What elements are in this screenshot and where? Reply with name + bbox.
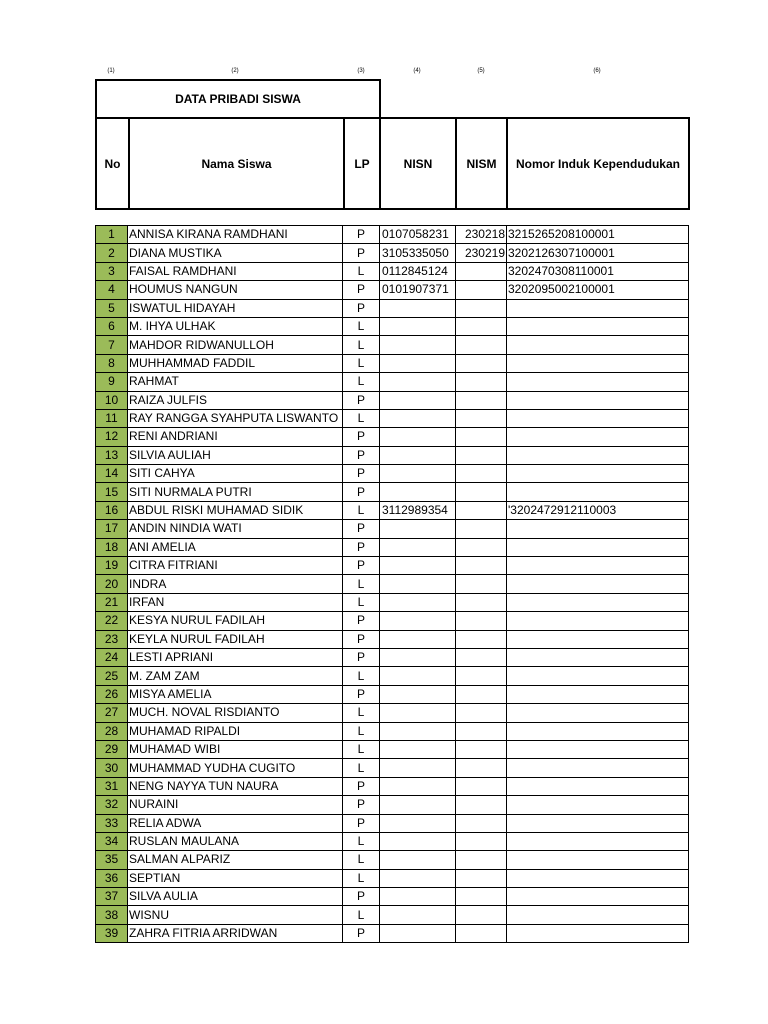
nisn-value-cell[interactable] bbox=[380, 869, 456, 887]
student-name-cell[interactable]: ANI AMELIA bbox=[128, 538, 343, 556]
student-name-cell[interactable]: M. ZAM ZAM bbox=[128, 667, 343, 685]
header-table bbox=[95, 79, 690, 210]
student-name-cell[interactable]: KEYLA NURUL FADILAH bbox=[128, 630, 343, 648]
nism-value-cell[interactable] bbox=[456, 520, 507, 538]
nism-value-cell[interactable] bbox=[456, 428, 507, 446]
gender-cell[interactable]: L bbox=[343, 593, 380, 611]
nisn-value-cell[interactable] bbox=[380, 391, 456, 409]
nism-value-cell[interactable] bbox=[456, 630, 507, 648]
nism-value-cell[interactable] bbox=[456, 667, 507, 685]
nik-value-cell[interactable] bbox=[507, 612, 689, 630]
nik-value-cell[interactable] bbox=[507, 465, 689, 483]
table-row bbox=[96, 483, 689, 501]
nik-value-cell[interactable] bbox=[507, 832, 689, 850]
nism-value-cell[interactable] bbox=[456, 759, 507, 777]
row-number-cell[interactable]: 23 bbox=[96, 630, 128, 648]
gender-cell[interactable]: P bbox=[343, 648, 380, 666]
row-number-cell[interactable]: 39 bbox=[96, 924, 128, 942]
row-number-cell[interactable]: 22 bbox=[96, 612, 128, 630]
nisn-value-cell[interactable] bbox=[380, 538, 456, 556]
gender-cell[interactable]: P bbox=[343, 538, 380, 556]
student-name-cell[interactable]: RELIA ADWA bbox=[128, 814, 343, 832]
gender-cell[interactable]: P bbox=[343, 814, 380, 832]
nik-value-cell[interactable] bbox=[507, 391, 689, 409]
nisn-value-cell[interactable] bbox=[380, 373, 456, 391]
student-name-cell[interactable]: SITI CAHYA bbox=[128, 465, 343, 483]
table-row bbox=[96, 281, 689, 299]
row-number-cell[interactable]: 33 bbox=[96, 814, 128, 832]
nisn-value-cell[interactable] bbox=[380, 796, 456, 814]
student-name-cell[interactable]: MUHHAMMAD FADDIL bbox=[128, 354, 343, 372]
student-name-cell[interactable]: NENG NAYYA TUN NAURA bbox=[128, 777, 343, 795]
row-number-cell[interactable]: 18 bbox=[96, 538, 128, 556]
gender-cell[interactable]: P bbox=[343, 888, 380, 906]
nik-value-cell[interactable] bbox=[507, 373, 689, 391]
nism-value-cell[interactable] bbox=[456, 373, 507, 391]
nisn-value-cell[interactable]: 3112989354 bbox=[380, 501, 456, 519]
nism-value-cell[interactable] bbox=[456, 465, 507, 483]
gender-cell[interactable]: P bbox=[343, 483, 380, 501]
nik-value-cell[interactable]: 3202126307100001 bbox=[507, 244, 689, 262]
column-index-row bbox=[0, 68, 768, 78]
table-row bbox=[96, 557, 689, 575]
nisn-value-cell[interactable] bbox=[380, 575, 456, 593]
student-name-cell[interactable]: HOUMUS NANGUN bbox=[128, 281, 343, 299]
gender-cell[interactable]: P bbox=[343, 796, 380, 814]
nism-value-cell[interactable] bbox=[456, 796, 507, 814]
table-row bbox=[96, 740, 689, 758]
nism-value-cell[interactable] bbox=[456, 685, 507, 703]
nisn-value-cell[interactable]: 0112845124 bbox=[380, 262, 456, 280]
gender-cell[interactable]: L bbox=[343, 722, 380, 740]
nisn-value-cell[interactable] bbox=[380, 299, 456, 317]
table-row bbox=[96, 317, 689, 335]
student-name-cell[interactable]: FAISAL RAMDHANI bbox=[128, 262, 343, 280]
row-number-cell[interactable]: 37 bbox=[96, 888, 128, 906]
nism-value-cell[interactable] bbox=[456, 557, 507, 575]
row-number-cell[interactable]: 26 bbox=[96, 685, 128, 703]
header-lp: LP bbox=[344, 118, 380, 209]
nism-value-cell[interactable] bbox=[456, 446, 507, 464]
gender-cell[interactable]: P bbox=[343, 777, 380, 795]
gender-cell[interactable]: L bbox=[343, 336, 380, 354]
table-row bbox=[96, 520, 689, 538]
nisn-value-cell[interactable]: 0101907371 bbox=[380, 281, 456, 299]
row-number-cell[interactable]: 25 bbox=[96, 667, 128, 685]
gender-cell[interactable]: L bbox=[343, 851, 380, 869]
student-name-cell[interactable]: SILVA AULIA bbox=[128, 888, 343, 906]
table-row bbox=[96, 906, 689, 924]
nik-value-cell[interactable] bbox=[507, 924, 689, 942]
student-name-cell[interactable]: M. IHYA ULHAK bbox=[128, 317, 343, 335]
nisn-value-cell[interactable] bbox=[380, 630, 456, 648]
nisn-value-cell[interactable] bbox=[380, 483, 456, 501]
table-row bbox=[96, 648, 689, 666]
nik-value-cell[interactable] bbox=[507, 869, 689, 887]
nisn-value-cell[interactable] bbox=[380, 759, 456, 777]
row-number-cell[interactable]: 8 bbox=[96, 354, 128, 372]
nism-value-cell[interactable] bbox=[456, 924, 507, 942]
table-row bbox=[96, 428, 689, 446]
nism-value-cell[interactable] bbox=[456, 612, 507, 630]
table-row bbox=[96, 851, 689, 869]
gender-cell[interactable]: L bbox=[343, 906, 380, 924]
nism-value-cell[interactable] bbox=[456, 262, 507, 280]
nism-value-cell[interactable] bbox=[456, 704, 507, 722]
nisn-value-cell[interactable] bbox=[380, 888, 456, 906]
row-number-cell[interactable]: 20 bbox=[96, 575, 128, 593]
student-name-cell[interactable]: MUHAMMAD YUDHA CUGITO bbox=[128, 759, 343, 777]
nism-value-cell[interactable] bbox=[456, 354, 507, 372]
nik-value-cell[interactable] bbox=[507, 796, 689, 814]
nik-value-cell[interactable] bbox=[507, 446, 689, 464]
table-row bbox=[96, 759, 689, 777]
table-row bbox=[96, 777, 689, 795]
nism-value-cell[interactable] bbox=[456, 777, 507, 795]
column-index-5: (5) bbox=[477, 68, 485, 74]
table-row bbox=[96, 612, 689, 630]
gender-cell[interactable]: L bbox=[343, 832, 380, 850]
gender-cell[interactable]: L bbox=[343, 869, 380, 887]
table-row bbox=[96, 336, 689, 354]
row-number-cell[interactable]: 31 bbox=[96, 777, 128, 795]
nik-value-cell[interactable] bbox=[507, 428, 689, 446]
student-name-cell[interactable]: CITRA FITRIANI bbox=[128, 557, 343, 575]
nik-value-cell[interactable] bbox=[507, 777, 689, 795]
header-nisn: NISN bbox=[380, 118, 456, 209]
student-name-cell[interactable]: ZAHRA FITRIA ARRIDWAN bbox=[128, 924, 343, 942]
gender-cell[interactable]: L bbox=[343, 354, 380, 372]
nism-value-cell[interactable] bbox=[456, 483, 507, 501]
row-number-cell[interactable]: 9 bbox=[96, 373, 128, 391]
nisn-value-cell[interactable] bbox=[380, 465, 456, 483]
nism-value-cell[interactable] bbox=[456, 538, 507, 556]
nisn-value-cell[interactable] bbox=[380, 648, 456, 666]
student-name-cell[interactable]: MUHAMAD RIPALDI bbox=[128, 722, 343, 740]
row-number-cell[interactable]: 15 bbox=[96, 483, 128, 501]
gender-cell[interactable]: P bbox=[343, 557, 380, 575]
student-name-cell[interactable]: ANDIN NINDIA WATI bbox=[128, 520, 343, 538]
nik-value-cell[interactable] bbox=[507, 685, 689, 703]
row-number-cell[interactable]: 29 bbox=[96, 740, 128, 758]
nisn-value-cell[interactable] bbox=[380, 722, 456, 740]
table-row bbox=[96, 465, 689, 483]
nik-value-cell[interactable] bbox=[507, 648, 689, 666]
table-row bbox=[96, 832, 689, 850]
table-row bbox=[96, 667, 689, 685]
row-number-cell[interactable]: 19 bbox=[96, 557, 128, 575]
sheet-title: DATA PRIBADI SISWA bbox=[96, 80, 380, 118]
nik-value-cell[interactable] bbox=[507, 851, 689, 869]
gender-cell[interactable]: P bbox=[343, 630, 380, 648]
gender-cell[interactable]: L bbox=[343, 317, 380, 335]
student-name-cell[interactable]: INDRA bbox=[128, 575, 343, 593]
nisn-value-cell[interactable] bbox=[380, 409, 456, 427]
nisn-value-cell[interactable] bbox=[380, 354, 456, 372]
row-number-cell[interactable]: 16 bbox=[96, 501, 128, 519]
nism-value-cell[interactable] bbox=[456, 501, 507, 519]
student-name-cell[interactable]: RAIZA JULFIS bbox=[128, 391, 343, 409]
gender-cell[interactable]: P bbox=[343, 244, 380, 262]
gender-cell[interactable]: P bbox=[343, 299, 380, 317]
row-number-cell[interactable]: 30 bbox=[96, 759, 128, 777]
student-name-cell[interactable]: KESYA NURUL FADILAH bbox=[128, 612, 343, 630]
nik-value-cell[interactable] bbox=[507, 538, 689, 556]
gender-cell[interactable]: P bbox=[343, 391, 380, 409]
student-name-cell[interactable]: MISYA AMELIA bbox=[128, 685, 343, 703]
student-name-cell[interactable]: SILVIA AULIAH bbox=[128, 446, 343, 464]
nik-value-cell[interactable] bbox=[507, 759, 689, 777]
row-number-cell[interactable]: 35 bbox=[96, 851, 128, 869]
nisn-value-cell[interactable] bbox=[380, 667, 456, 685]
nisn-value-cell[interactable] bbox=[380, 906, 456, 924]
gender-cell[interactable]: L bbox=[343, 373, 380, 391]
table-row bbox=[96, 226, 689, 244]
gender-cell[interactable]: L bbox=[343, 501, 380, 519]
gender-cell[interactable]: L bbox=[343, 759, 380, 777]
table-row bbox=[96, 391, 689, 409]
nik-value-cell[interactable] bbox=[507, 593, 689, 611]
column-index-3: (3) bbox=[357, 68, 365, 74]
row-number-cell[interactable]: 28 bbox=[96, 722, 128, 740]
student-rows bbox=[96, 226, 689, 943]
nism-value-cell[interactable] bbox=[456, 281, 507, 299]
gender-cell[interactable]: P bbox=[343, 924, 380, 942]
student-name-cell[interactable]: ISWATUL HIDAYAH bbox=[128, 299, 343, 317]
nisn-value-cell[interactable] bbox=[380, 832, 456, 850]
nik-value-cell[interactable] bbox=[507, 906, 689, 924]
nisn-value-cell[interactable] bbox=[380, 851, 456, 869]
student-name-cell[interactable]: SALMAN ALPARIZ bbox=[128, 851, 343, 869]
nisn-value-cell[interactable] bbox=[380, 924, 456, 942]
nisn-value-cell[interactable] bbox=[380, 612, 456, 630]
row-number-cell[interactable]: 36 bbox=[96, 869, 128, 887]
gender-cell[interactable]: P bbox=[343, 685, 380, 703]
nisn-value-cell[interactable]: 0107058231 bbox=[380, 226, 456, 244]
gender-cell[interactable]: L bbox=[343, 409, 380, 427]
nik-value-cell[interactable] bbox=[507, 575, 689, 593]
nism-value-cell[interactable] bbox=[456, 575, 507, 593]
table-row bbox=[96, 924, 689, 942]
student-name-cell[interactable]: ANNISA KIRANA RAMDHANI bbox=[128, 226, 343, 244]
student-name-cell[interactable]: RAHMAT bbox=[128, 373, 343, 391]
table-row bbox=[96, 244, 689, 262]
table-row bbox=[96, 538, 689, 556]
gender-cell[interactable]: L bbox=[343, 667, 380, 685]
student-name-cell[interactable]: NURAINI bbox=[128, 796, 343, 814]
nik-value-cell[interactable] bbox=[507, 409, 689, 427]
nik-value-cell[interactable] bbox=[507, 520, 689, 538]
row-number-cell[interactable]: 27 bbox=[96, 704, 128, 722]
nism-value-cell[interactable] bbox=[456, 832, 507, 850]
nik-value-cell[interactable] bbox=[507, 354, 689, 372]
table-row bbox=[96, 575, 689, 593]
nism-value-cell[interactable] bbox=[456, 740, 507, 758]
nik-value-cell[interactable]: 3202095002100001 bbox=[507, 281, 689, 299]
student-name-cell[interactable]: RUSLAN MAULANA bbox=[128, 832, 343, 850]
nik-value-cell[interactable] bbox=[507, 299, 689, 317]
student-name-cell[interactable]: RAY RANGGA SYAHPUTA LISWANTO bbox=[128, 409, 343, 427]
row-number-cell[interactable]: 17 bbox=[96, 520, 128, 538]
student-name-cell[interactable]: IRFAN bbox=[128, 593, 343, 611]
row-number-cell[interactable]: 12 bbox=[96, 428, 128, 446]
row-number-cell[interactable]: 34 bbox=[96, 832, 128, 850]
student-name-cell[interactable]: MAHDOR RIDWANULLOH bbox=[128, 336, 343, 354]
gender-cell[interactable]: P bbox=[343, 446, 380, 464]
column-index-4: (4) bbox=[413, 68, 421, 74]
student-name-cell[interactable]: ABDUL RISKI MUHAMAD SIDIK bbox=[128, 501, 343, 519]
column-index-6: (6) bbox=[593, 68, 601, 74]
nism-value-cell[interactable] bbox=[456, 722, 507, 740]
row-number-cell[interactable]: 5 bbox=[96, 299, 128, 317]
nik-value-cell[interactable] bbox=[507, 483, 689, 501]
nisn-value-cell[interactable] bbox=[380, 704, 456, 722]
nism-value-cell[interactable] bbox=[456, 336, 507, 354]
table-row bbox=[96, 501, 689, 519]
nik-value-cell[interactable]: '3202472912110003 bbox=[507, 501, 689, 519]
gender-cell[interactable]: P bbox=[343, 226, 380, 244]
gender-cell[interactable]: L bbox=[343, 575, 380, 593]
nik-value-cell[interactable] bbox=[507, 667, 689, 685]
row-number-cell[interactable]: 14 bbox=[96, 465, 128, 483]
nik-value-cell[interactable] bbox=[507, 704, 689, 722]
row-number-cell[interactable]: 11 bbox=[96, 409, 128, 427]
nik-value-cell[interactable] bbox=[507, 336, 689, 354]
nik-value-cell[interactable]: 3215265208100001 bbox=[507, 226, 689, 244]
nik-value-cell[interactable]: 3202470308110001 bbox=[507, 262, 689, 280]
table-row bbox=[96, 796, 689, 814]
table-row bbox=[96, 262, 689, 280]
header-blank bbox=[380, 80, 689, 118]
row-number-cell[interactable]: 3 bbox=[96, 262, 128, 280]
header-nama-siswa: Nama Siswa bbox=[129, 118, 344, 209]
nisn-value-cell[interactable] bbox=[380, 557, 456, 575]
row-number-cell[interactable]: 7 bbox=[96, 336, 128, 354]
row-number-cell[interactable]: 38 bbox=[96, 906, 128, 924]
student-name-cell[interactable]: MUHAMAD WIBI bbox=[128, 740, 343, 758]
nism-value-cell[interactable] bbox=[456, 851, 507, 869]
nik-value-cell[interactable] bbox=[507, 740, 689, 758]
header-no: No bbox=[96, 118, 129, 209]
nik-value-cell[interactable] bbox=[507, 557, 689, 575]
nik-value-cell[interactable] bbox=[507, 317, 689, 335]
student-name-cell[interactable]: RENI ANDRIANI bbox=[128, 428, 343, 446]
table-row bbox=[96, 373, 689, 391]
nisn-value-cell[interactable] bbox=[380, 777, 456, 795]
nism-value-cell[interactable] bbox=[456, 906, 507, 924]
nisn-value-cell[interactable] bbox=[380, 593, 456, 611]
table-row bbox=[96, 299, 689, 317]
row-number-cell[interactable]: 6 bbox=[96, 317, 128, 335]
column-index-2: (2) bbox=[231, 68, 239, 74]
student-name-cell[interactable]: DIANA MUSTIKA bbox=[128, 244, 343, 262]
nism-value-cell[interactable] bbox=[456, 888, 507, 906]
gender-cell[interactable]: P bbox=[343, 612, 380, 630]
nisn-value-cell[interactable] bbox=[380, 336, 456, 354]
table-row bbox=[96, 722, 689, 740]
gender-cell[interactable]: P bbox=[343, 281, 380, 299]
nisn-value-cell[interactable] bbox=[380, 814, 456, 832]
student-name-cell[interactable]: SEPTIAN bbox=[128, 869, 343, 887]
row-number-cell[interactable]: 13 bbox=[96, 446, 128, 464]
nism-value-cell[interactable] bbox=[456, 648, 507, 666]
nism-value-cell[interactable] bbox=[456, 299, 507, 317]
header-nik: Nomor Induk Kependudukan bbox=[507, 118, 689, 209]
gender-cell[interactable]: L bbox=[343, 704, 380, 722]
nik-value-cell[interactable] bbox=[507, 888, 689, 906]
row-number-cell[interactable]: 21 bbox=[96, 593, 128, 611]
table-row bbox=[96, 446, 689, 464]
nik-value-cell[interactable] bbox=[507, 814, 689, 832]
column-index-1: (1) bbox=[107, 68, 115, 74]
table-row bbox=[96, 409, 689, 427]
nik-value-cell[interactable] bbox=[507, 630, 689, 648]
row-number-cell[interactable]: 24 bbox=[96, 648, 128, 666]
nik-value-cell[interactable] bbox=[507, 722, 689, 740]
nism-value-cell[interactable] bbox=[456, 869, 507, 887]
nisn-value-cell[interactable]: 3105335050 bbox=[380, 244, 456, 262]
nisn-value-cell[interactable] bbox=[380, 317, 456, 335]
row-number-cell[interactable]: 1 bbox=[96, 226, 128, 244]
student-name-cell[interactable]: MUCH. NOVAL RISDIANTO bbox=[128, 704, 343, 722]
nism-value-cell[interactable] bbox=[456, 409, 507, 427]
nisn-value-cell[interactable] bbox=[380, 428, 456, 446]
nisn-value-cell[interactable] bbox=[380, 446, 456, 464]
gender-cell[interactable]: L bbox=[343, 262, 380, 280]
table-row bbox=[96, 869, 689, 887]
gender-cell[interactable]: P bbox=[343, 428, 380, 446]
nism-value-cell[interactable]: 230218 bbox=[456, 226, 507, 244]
nisn-value-cell[interactable] bbox=[380, 740, 456, 758]
table-row bbox=[96, 593, 689, 611]
nisn-value-cell[interactable] bbox=[380, 685, 456, 703]
table-row bbox=[96, 704, 689, 722]
gender-cell[interactable]: P bbox=[343, 520, 380, 538]
table-row bbox=[96, 888, 689, 906]
student-name-cell[interactable]: LESTI APRIANI bbox=[128, 648, 343, 666]
gender-cell[interactable]: P bbox=[343, 465, 380, 483]
row-number-cell[interactable]: 10 bbox=[96, 391, 128, 409]
student-table bbox=[95, 225, 689, 943]
header-nism: NISM bbox=[456, 118, 507, 209]
nism-value-cell[interactable] bbox=[456, 317, 507, 335]
nisn-value-cell[interactable] bbox=[380, 520, 456, 538]
student-name-cell[interactable]: SITI NURMALA PUTRI bbox=[128, 483, 343, 501]
row-number-cell[interactable]: 4 bbox=[96, 281, 128, 299]
gender-cell[interactable]: L bbox=[343, 740, 380, 758]
nism-value-cell[interactable] bbox=[456, 593, 507, 611]
student-name-cell[interactable]: WISNU bbox=[128, 906, 343, 924]
table-row bbox=[96, 630, 689, 648]
row-number-cell[interactable]: 2 bbox=[96, 244, 128, 262]
nism-value-cell[interactable] bbox=[456, 391, 507, 409]
row-number-cell[interactable]: 32 bbox=[96, 796, 128, 814]
table-row bbox=[96, 814, 689, 832]
table-row bbox=[96, 354, 689, 372]
table-row bbox=[96, 685, 689, 703]
nism-value-cell[interactable]: 230219 bbox=[456, 244, 507, 262]
nism-value-cell[interactable] bbox=[456, 814, 507, 832]
